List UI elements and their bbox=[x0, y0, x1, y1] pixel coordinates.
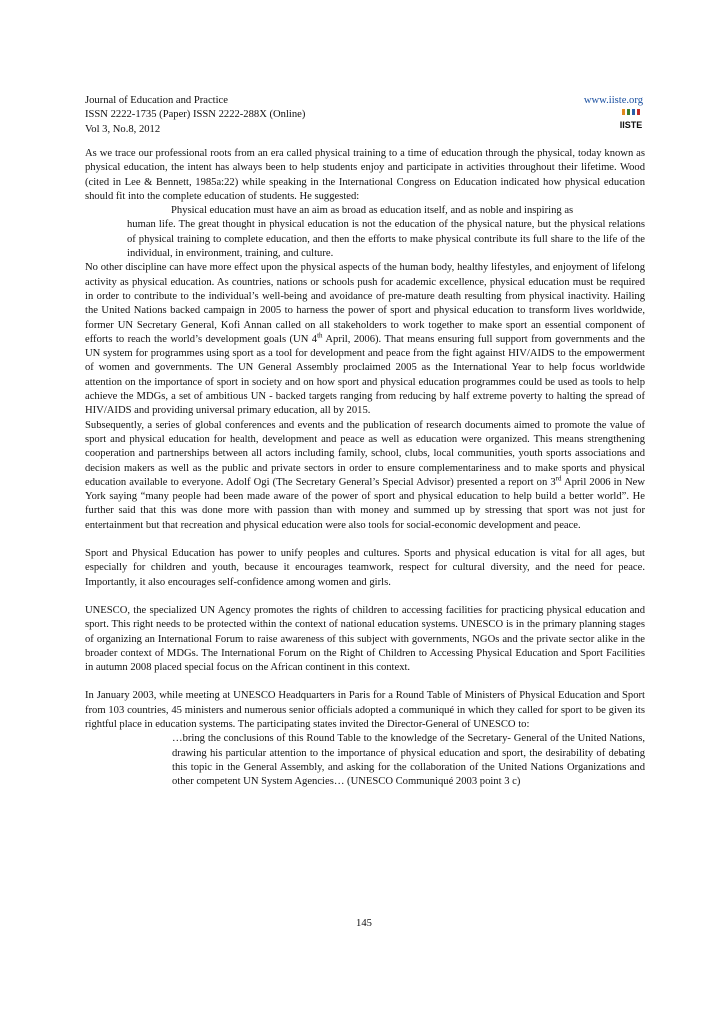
quote-wood-rest: human life. The great thought in physical education is not the education of the physical nature, but the physical relations of physical training to complete education, and then the efforts to make physical contribute its full share to the life of the individual, in environment, training, and culture. bbox=[127, 219, 645, 260]
svg-text:IISTE: IISTE bbox=[619, 120, 643, 130]
page-content bbox=[85, 94, 645, 789]
paragraph-2: No other discipline can have more effect upon the physical aspects of the human body, healthy lifestyles, and enjoyment of lifelong activity as physical education. As countries, nations or schools push for academic excellence, physical education must be required in order to contribute to the individual’s well-being and avoidance of pre-mature death resulting from physical inactivity. Hailing the United Nations backed campaign in 2005 to harness the power of sport and physical education to transform lives worldwide, former UN Secretary General, Kofi Annan called on all stakeholders to work together to make sport an essential component of efforts to reach the world’s development goals (UN 4th April, 2006). That means ensuring full support from governments and the UN system for programmes using sport as a tool for development and peace from the fight against HIV/AIDS to the empowerment of women and governments. The UN General Assembly proclaimed 2005 as the International Year to help focus worldwide attention on the importance of sport in society and on how sport and physical education programmes could be used as tools to help achieve the MDGs, a set of ambitious UN - backed targets ranging from reducing by half extreme poverty to halting the spread of HIV/AIDS and providing universal primary education, all by 2015. bbox=[85, 262, 645, 417]
paragraph-3: Subsequently, a series of global conferences and events and the publication of research documents aimed to promote the value of sport and physical education for health, development and peace as well as education were organized. This means strengthening cooperation and partnerships between all actors including family, school, clubs, local communities, youth sports associations and decision makers as well as the public and private sectors in order to ensure complementariness and to make sports and physical education available to everyone. Adolf Ogi (The Secretary General’s Special Advisor) presented a report on 3rd April 2006 in New York saying “many people had been made aware of the power of sport and physical education to help build a better world”. He further said that this was done more with passion than with money and summed up by stressing that sport was not just for entertainment but that recreation and physical education were also tools for social-economic development and peace. bbox=[85, 419, 645, 531]
paragraph-5: UNESCO, the specialized UN Agency promotes the rights of children to accessing facilities for practicing physical education and sport. This right needs to be protected within the context of national education systems. UNESCO is in the primary planning stages of organizing an International Forum to raise awareness of this subject with governments, NGOs and the private sector alike in the broader context of MDGs. The International Forum on the Right of Children to Accessing Physical Education and Sport Facilities in autumn 2008 placed special focus on the African continent in this context. bbox=[85, 604, 645, 674]
iiste-logo-icon bbox=[619, 109, 643, 131]
page-number: 145 bbox=[356, 918, 372, 929]
block-quote-wood bbox=[127, 204, 645, 261]
issn-line: ISSN 2222-1735 (Paper) ISSN 2222-288X (Online) bbox=[85, 109, 306, 121]
running-header bbox=[85, 94, 645, 137]
paragraph-1: As we trace our professional roots from an era called physical training to a time of education through the physical, today known as physical education, the intent has always been to help students enjoy and participate in activities throughout their lifetime. Wood (cited in Lee & Bennett, 1985a:22) while speaking in the International Congress on Education indicated how physical education should fit into the complete education of students. He suggested: bbox=[85, 148, 645, 202]
quote-wood-first-line: Physical education must have an aim as broad as education itself, and as noble and inspiring as bbox=[171, 205, 574, 217]
paragraph-6: In January 2003, while meeting at UNESCO Headquarters in Paris for a Round Table of Ministers of Physical Education and Sport from 103 countries, 45 ministers and numerous senior officials adopted a communiqué in which they called for sport to be given its rightful place in education systems. The participating states invited the Director-General of UNESCO to: bbox=[85, 690, 645, 730]
paragraph-4: Sport and Physical Education has power to unify peoples and cultures. Sports and physical education is vital for all ages, but especially for children and youth, because it encourages teamwork, respect for cultural diversity, and the need for peace. Importantly, it also encourages self-confidence among women and girls. bbox=[85, 548, 645, 588]
journal-url-link[interactable]: www.iiste.org bbox=[583, 95, 643, 106]
journal-title: Journal of Education and Practice bbox=[85, 95, 228, 106]
volume-line: Vol 3, No.8, 2012 bbox=[85, 123, 161, 135]
block-quote-unesco: …bring the conclusions of this Round Table to the knowledge of the Secretary- General of the United Nations, drawing his particular attention to the importance of physical education and sport, the desirability of debating this topic in the General Assembly, and asking for the collaboration of the United Nations Organizations and other competent UN System Agencies… (UNESCO Communiqué 2003 point 3 c) bbox=[172, 733, 645, 788]
